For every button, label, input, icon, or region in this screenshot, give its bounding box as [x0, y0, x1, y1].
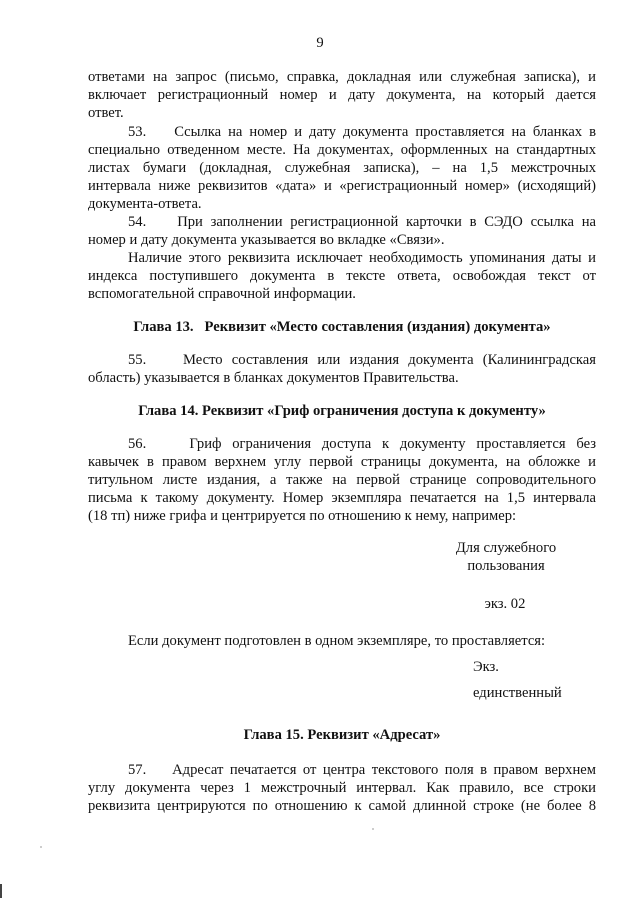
- text-line: углу документа через 1 межстрочный интервал. Как правило, все строки: [88, 780, 596, 796]
- paragraph-start-53: 53. Ссылка на номер и дату документа проставляется на бланках в: [128, 124, 596, 140]
- text-line: интервала ниже реквизитов «дата» и «регистрационный номер» (исходящий): [88, 178, 596, 194]
- single-copy-line-1: Экз.: [473, 659, 499, 675]
- text-line: вспомогательной справочной информации.: [88, 286, 356, 302]
- single-copy-line-2: единственный: [473, 685, 562, 701]
- copy-number: экз. 02: [484, 596, 526, 612]
- text-line: специально отведенном месте. На документах, оформленных на стандартных: [88, 142, 596, 158]
- text-line: листах бумаги (докладная, служебная записка), – на 1,5 межстрочных: [88, 160, 596, 176]
- paragraph-start: Наличие этого реквизита исключает необходимость упоминания даты и: [128, 250, 596, 266]
- paragraph-start-54: 54. При заполнении регистрационной карточки в СЭДО ссылка на: [128, 214, 596, 230]
- text-line: реквизита центрируются по отношению к самой длинной строке (не более 8: [88, 798, 596, 814]
- page-number: 9: [316, 35, 324, 51]
- text-line: письма к такому документу. Номер экземпляра печатается на 1,5 интервала: [88, 490, 596, 506]
- paragraph-start-57: 57. Адресат печатается от центра текстового поля в правом верхнем: [128, 762, 596, 778]
- chapter-13-heading: Глава 13. Реквизит «Место составления (издания) документа»: [133, 319, 551, 335]
- text-line: кавычек в правом верхнем углу первой страницы документа, на обложке и: [88, 454, 596, 470]
- text-line: область) указывается в бланках документов Правительства.: [88, 370, 459, 386]
- text-line: Если документ подготовлен в одном экземпляре, то проставляется:: [128, 633, 546, 649]
- chapter-15-heading: Глава 15. Реквизит «Адресат»: [243, 727, 441, 743]
- text-line: ответ.: [88, 105, 124, 121]
- text-line: титульном листе издания, а также на первой странице сопроводительного: [88, 472, 596, 488]
- text-line: индекса поступившего документа в тексте ответа, освобождая текст от: [88, 268, 596, 284]
- text-line: номер и дату документа указывается во вкладке «Связи».: [88, 232, 445, 248]
- scan-speck: [372, 828, 374, 830]
- access-stamp-line-2: пользования: [467, 558, 545, 574]
- paragraph-start-56: 56. Гриф ограничения доступа к документу проставляется без: [128, 436, 596, 452]
- scan-speck: [40, 846, 42, 848]
- access-stamp-line-1: Для служебного: [455, 540, 557, 556]
- chapter-14-heading: Глава 14. Реквизит «Гриф ограничения доступа к документу»: [138, 403, 546, 419]
- text-line: (18 тп) ниже грифа и центрируется по отношению к нему, например:: [88, 508, 517, 524]
- text-line: ответами на запрос (письмо, справка, докладная или служебная записка), и: [88, 69, 596, 85]
- text-line: документа-ответа.: [88, 196, 202, 212]
- scan-edge-mark: [0, 884, 2, 898]
- paragraph-start-55: 55. Место составления или издания документа (Калининградская: [128, 352, 596, 368]
- text-line: включает регистрационный номер и дату документа, на который дается: [88, 87, 596, 103]
